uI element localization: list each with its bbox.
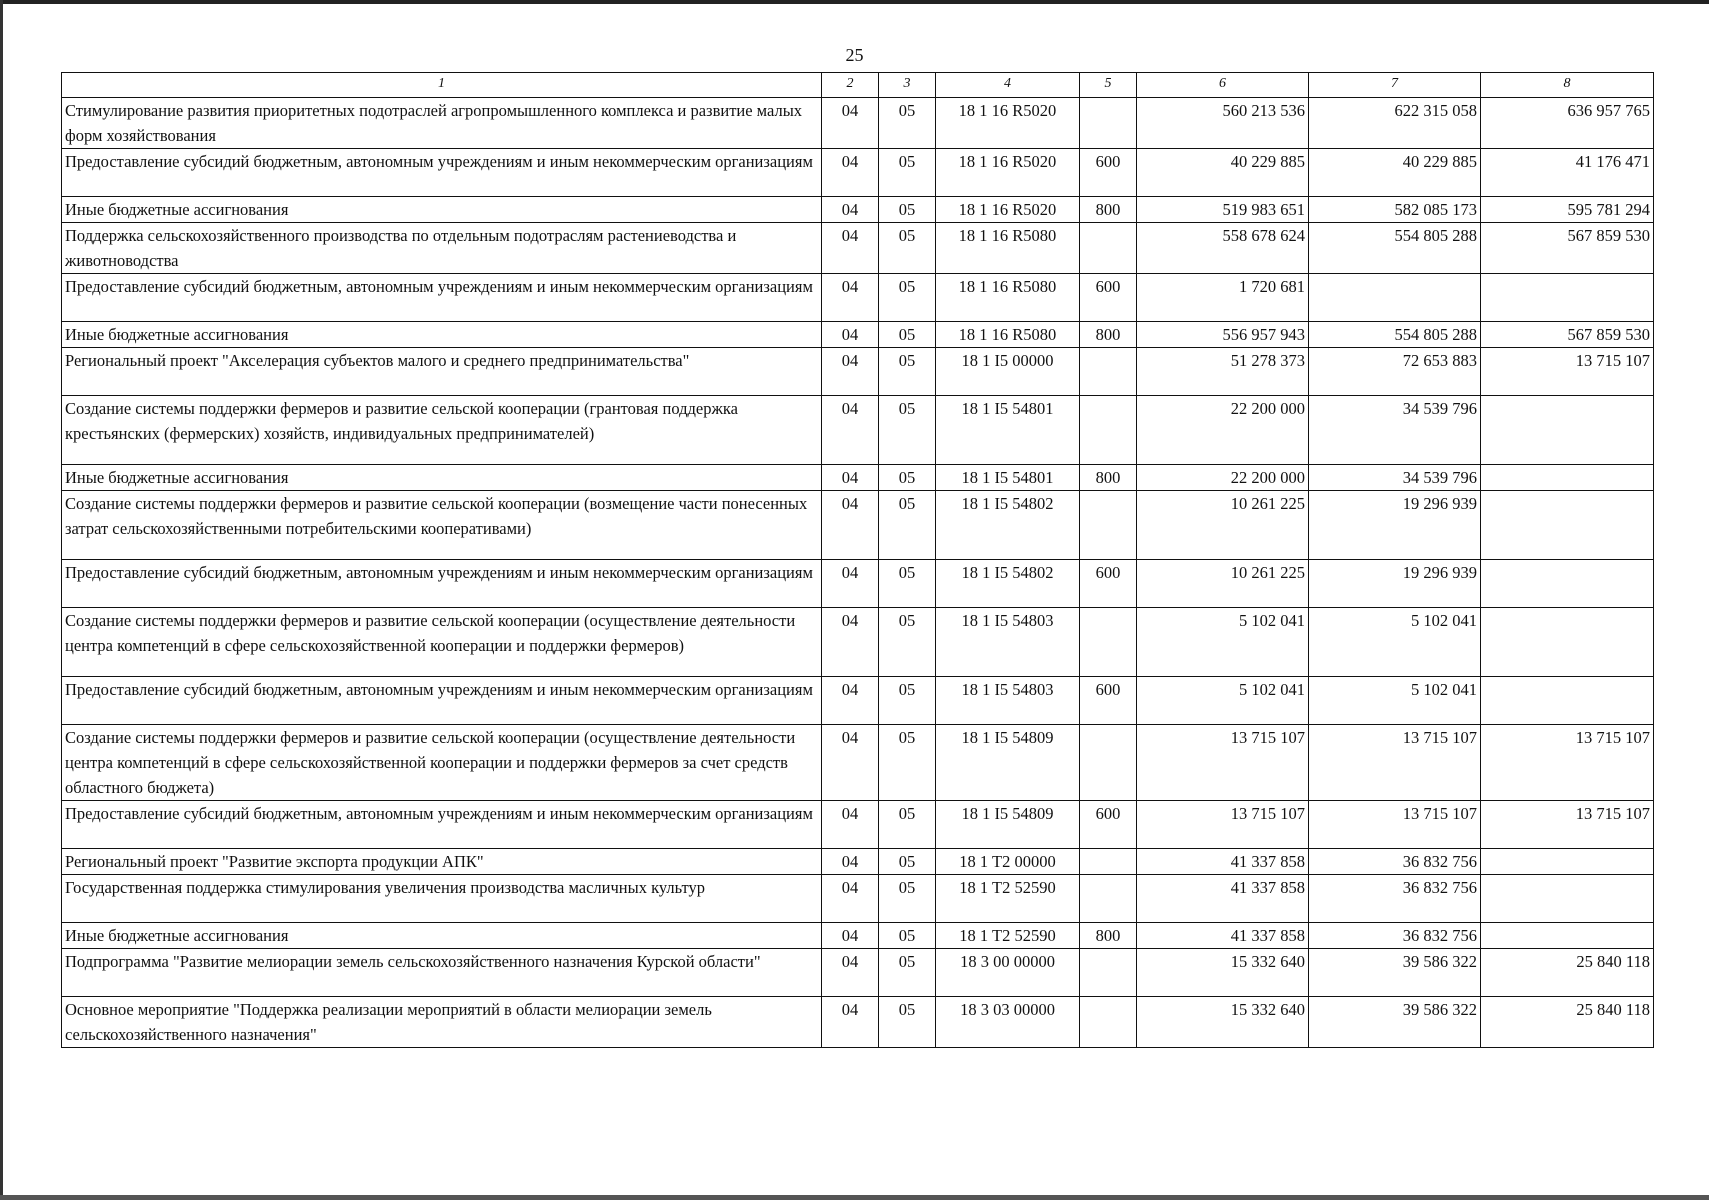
section-code: 04 [822, 677, 879, 725]
header-cell: 7 [1309, 73, 1481, 98]
scan-bottom-edge [0, 1195, 1709, 1200]
target-article-code: 18 1 I5 54801 [936, 465, 1080, 491]
subsection-code: 05 [879, 608, 936, 677]
amount-col-6: 5 102 041 [1137, 677, 1309, 725]
amount-col-8 [1481, 491, 1654, 560]
table-row [62, 98, 1654, 149]
row-description: Предоставление субсидий бюджетным, автономным учреждениям и иным некоммерческим организациям [62, 149, 822, 197]
subsection-code: 05 [879, 465, 936, 491]
section-code: 04 [822, 923, 879, 949]
row-description: Предоставление субсидий бюджетным, автономным учреждениям и иным некоммерческим организациям [62, 677, 822, 725]
header-cell: 3 [879, 73, 936, 98]
section-code: 04 [822, 725, 879, 801]
row-description: Поддержка сельскохозяйственного производства по отдельным подотраслям растениеводства и животноводства [62, 223, 822, 274]
page-number: 25 [845, 45, 864, 65]
target-article-code: 18 3 03 00000 [936, 997, 1080, 1048]
subsection-code: 05 [879, 396, 936, 465]
amount-col-6: 560 213 536 [1137, 98, 1309, 149]
scan-top-edge [0, 0, 1709, 4]
target-article-code: 18 1 I5 54803 [936, 677, 1080, 725]
target-article-code: 18 1 I5 54809 [936, 801, 1080, 849]
target-article-code: 18 1 I5 54801 [936, 396, 1080, 465]
section-code: 04 [822, 801, 879, 849]
amount-col-8: 25 840 118 [1481, 949, 1654, 997]
amount-col-6: 558 678 624 [1137, 223, 1309, 274]
amount-col-6: 10 261 225 [1137, 491, 1309, 560]
amount-col-7: 13 715 107 [1309, 725, 1481, 801]
target-article-code: 18 1 I5 00000 [936, 348, 1080, 396]
section-code: 04 [822, 274, 879, 322]
row-description: Иные бюджетные ассигнования [62, 923, 822, 949]
row-description: Иные бюджетные ассигнования [62, 322, 822, 348]
row-description: Создание системы поддержки фермеров и развитие сельской кооперации (осуществление деятельности центра компетенций в сфере сельскохозяйственной кооперации и поддержки фермеров) [62, 608, 822, 677]
target-article-code: 18 1 I5 54802 [936, 491, 1080, 560]
target-article-code: 18 1 16 R5020 [936, 149, 1080, 197]
amount-col-6: 13 715 107 [1137, 801, 1309, 849]
expense-type-code: 600 [1080, 560, 1137, 608]
table-row [62, 923, 1654, 949]
expense-type-code: 800 [1080, 322, 1137, 348]
row-description: Предоставление субсидий бюджетным, автономным учреждениям и иным некоммерческим организациям [62, 801, 822, 849]
target-article-code: 18 1 I5 54803 [936, 608, 1080, 677]
expense-type-code [1080, 949, 1137, 997]
header-cell: 8 [1481, 73, 1654, 98]
target-article-code: 18 1 I5 54802 [936, 560, 1080, 608]
section-code: 04 [822, 949, 879, 997]
row-description: Стимулирование развития приоритетных подотраслей агропромышленного комплекса и развитие малых форм хозяйствования [62, 98, 822, 149]
expense-type-code: 600 [1080, 149, 1137, 197]
target-article-code: 18 1 16 R5080 [936, 274, 1080, 322]
expense-type-code [1080, 98, 1137, 149]
amount-col-8: 25 840 118 [1481, 997, 1654, 1048]
section-code: 04 [822, 197, 879, 223]
expense-type-code [1080, 491, 1137, 560]
target-article-code: 18 1 I5 54809 [936, 725, 1080, 801]
expense-type-code: 800 [1080, 197, 1137, 223]
amount-col-6: 1 720 681 [1137, 274, 1309, 322]
expense-type-code [1080, 223, 1137, 274]
section-code: 04 [822, 608, 879, 677]
row-description: Иные бюджетные ассигнования [62, 197, 822, 223]
section-code: 04 [822, 348, 879, 396]
row-description: Основное мероприятие "Поддержка реализации мероприятий в области мелиорации земель сельскохозяйственного назначения" [62, 997, 822, 1048]
amount-col-7: 19 296 939 [1309, 491, 1481, 560]
expense-type-code: 600 [1080, 677, 1137, 725]
header-cell: 1 [62, 73, 822, 98]
row-description: Создание системы поддержки фермеров и развитие сельской кооперации (возмещение части понесенных затрат сельскохозяйственными потребительскими кооперативами) [62, 491, 822, 560]
row-description: Региональный проект "Развитие экспорта продукции АПК" [62, 849, 822, 875]
subsection-code: 05 [879, 677, 936, 725]
target-article-code: 18 1 16 R5080 [936, 223, 1080, 274]
expense-type-code [1080, 875, 1137, 923]
row-description: Иные бюджетные ассигнования [62, 465, 822, 491]
table-row [62, 197, 1654, 223]
amount-col-8: 13 715 107 [1481, 725, 1654, 801]
scan-left-edge [0, 0, 3, 1200]
amount-col-8: 636 957 765 [1481, 98, 1654, 149]
amount-col-6: 10 261 225 [1137, 560, 1309, 608]
table-row [62, 274, 1654, 322]
amount-col-6: 556 957 943 [1137, 322, 1309, 348]
target-article-code: 18 1 16 R5080 [936, 322, 1080, 348]
subsection-code: 05 [879, 923, 936, 949]
amount-col-6: 51 278 373 [1137, 348, 1309, 396]
subsection-code: 05 [879, 274, 936, 322]
subsection-code: 05 [879, 98, 936, 149]
table-row [62, 801, 1654, 849]
subsection-code: 05 [879, 322, 936, 348]
table-row [62, 677, 1654, 725]
header-cell: 4 [936, 73, 1080, 98]
subsection-code: 05 [879, 491, 936, 560]
amount-col-8: 595 781 294 [1481, 197, 1654, 223]
amount-col-6: 15 332 640 [1137, 997, 1309, 1048]
amount-col-7: 40 229 885 [1309, 149, 1481, 197]
expense-type-code: 800 [1080, 465, 1137, 491]
amount-col-8: 13 715 107 [1481, 801, 1654, 849]
amount-col-7: 19 296 939 [1309, 560, 1481, 608]
section-code: 04 [822, 322, 879, 348]
expense-type-code [1080, 997, 1137, 1048]
row-description: Подпрограмма "Развитие мелиорации земель сельскохозяйственного назначения Курской области" [62, 949, 822, 997]
header-cell: 2 [822, 73, 879, 98]
amount-col-8: 567 859 530 [1481, 223, 1654, 274]
section-code: 04 [822, 223, 879, 274]
row-description: Предоставление субсидий бюджетным, автономным учреждениям и иным некоммерческим организациям [62, 560, 822, 608]
amount-col-8: 13 715 107 [1481, 348, 1654, 396]
target-article-code: 18 1 16 R5020 [936, 197, 1080, 223]
amount-col-6: 41 337 858 [1137, 849, 1309, 875]
amount-col-6: 15 332 640 [1137, 949, 1309, 997]
table-row [62, 608, 1654, 677]
target-article-code: 18 1 16 R5020 [936, 98, 1080, 149]
expense-type-code [1080, 725, 1137, 801]
amount-col-8: 567 859 530 [1481, 322, 1654, 348]
budget-table [61, 72, 1654, 1048]
subsection-code: 05 [879, 875, 936, 923]
amount-col-7: 13 715 107 [1309, 801, 1481, 849]
table-row [62, 322, 1654, 348]
amount-col-8 [1481, 875, 1654, 923]
row-description: Создание системы поддержки фермеров и развитие сельской кооперации (осуществление деятельности центра компетенций в сфере сельскохозяйственной кооперации и поддержки фермеров за счет средств областного бюджета) [62, 725, 822, 801]
header-cell: 6 [1137, 73, 1309, 98]
subsection-code: 05 [879, 149, 936, 197]
section-code: 04 [822, 465, 879, 491]
amount-col-7: 34 539 796 [1309, 396, 1481, 465]
subsection-code: 05 [879, 223, 936, 274]
amount-col-7: 554 805 288 [1309, 322, 1481, 348]
amount-col-6: 519 983 651 [1137, 197, 1309, 223]
expense-type-code [1080, 348, 1137, 396]
section-code: 04 [822, 149, 879, 197]
amount-col-8 [1481, 396, 1654, 465]
amount-col-7: 582 085 173 [1309, 197, 1481, 223]
expense-type-code [1080, 608, 1137, 677]
amount-col-7: 36 832 756 [1309, 875, 1481, 923]
amount-col-8 [1481, 274, 1654, 322]
amount-col-8 [1481, 560, 1654, 608]
table-row [62, 465, 1654, 491]
row-description: Региональный проект "Акселерация субъектов малого и среднего предпринимательства" [62, 348, 822, 396]
table-row [62, 149, 1654, 197]
subsection-code: 05 [879, 725, 936, 801]
subsection-code: 05 [879, 560, 936, 608]
target-article-code: 18 1 T2 00000 [936, 849, 1080, 875]
expense-type-code: 800 [1080, 923, 1137, 949]
amount-col-6: 13 715 107 [1137, 725, 1309, 801]
amount-col-7: 39 586 322 [1309, 949, 1481, 997]
subsection-code: 05 [879, 997, 936, 1048]
amount-col-7: 39 586 322 [1309, 997, 1481, 1048]
amount-col-6: 22 200 000 [1137, 465, 1309, 491]
section-code: 04 [822, 560, 879, 608]
amount-col-7: 622 315 058 [1309, 98, 1481, 149]
amount-col-7: 72 653 883 [1309, 348, 1481, 396]
subsection-code: 05 [879, 801, 936, 849]
amount-col-7: 36 832 756 [1309, 849, 1481, 875]
table-row [62, 348, 1654, 396]
amount-col-8 [1481, 849, 1654, 875]
expense-type-code: 600 [1080, 801, 1137, 849]
row-description: Предоставление субсидий бюджетным, автономным учреждениям и иным некоммерческим организациям [62, 274, 822, 322]
amount-col-6: 22 200 000 [1137, 396, 1309, 465]
section-code: 04 [822, 98, 879, 149]
table-row [62, 491, 1654, 560]
subsection-code: 05 [879, 348, 936, 396]
expense-type-code [1080, 849, 1137, 875]
table-row [62, 560, 1654, 608]
amount-col-7: 554 805 288 [1309, 223, 1481, 274]
expense-type-code: 600 [1080, 274, 1137, 322]
target-article-code: 18 1 T2 52590 [936, 923, 1080, 949]
section-code: 04 [822, 997, 879, 1048]
amount-col-6: 41 337 858 [1137, 923, 1309, 949]
row-description: Государственная поддержка стимулирования увеличения производства масличных культур [62, 875, 822, 923]
table-row [62, 997, 1654, 1048]
amount-col-6: 40 229 885 [1137, 149, 1309, 197]
row-description: Создание системы поддержки фермеров и развитие сельской кооперации (грантовая поддержка крестьянских (фермерских) хозяйств, индивидуальных предпринимателей) [62, 396, 822, 465]
target-article-code: 18 3 00 00000 [936, 949, 1080, 997]
table-row [62, 725, 1654, 801]
expense-type-code [1080, 396, 1137, 465]
column-number-header [62, 73, 1654, 98]
table-row [62, 949, 1654, 997]
amount-col-6: 41 337 858 [1137, 875, 1309, 923]
subsection-code: 05 [879, 949, 936, 997]
target-article-code: 18 1 T2 52590 [936, 875, 1080, 923]
amount-col-7: 5 102 041 [1309, 677, 1481, 725]
amount-col-8 [1481, 677, 1654, 725]
amount-col-7: 34 539 796 [1309, 465, 1481, 491]
section-code: 04 [822, 875, 879, 923]
header-cell: 5 [1080, 73, 1137, 98]
subsection-code: 05 [879, 197, 936, 223]
section-code: 04 [822, 849, 879, 875]
amount-col-8 [1481, 923, 1654, 949]
amount-col-8 [1481, 465, 1654, 491]
amount-col-8: 41 176 471 [1481, 149, 1654, 197]
amount-col-7 [1309, 274, 1481, 322]
table-row [62, 875, 1654, 923]
amount-col-6: 5 102 041 [1137, 608, 1309, 677]
subsection-code: 05 [879, 849, 936, 875]
section-code: 04 [822, 396, 879, 465]
amount-col-8 [1481, 608, 1654, 677]
table-row [62, 396, 1654, 465]
amount-col-7: 5 102 041 [1309, 608, 1481, 677]
table-row [62, 849, 1654, 875]
amount-col-7: 36 832 756 [1309, 923, 1481, 949]
section-code: 04 [822, 491, 879, 560]
table-row [62, 223, 1654, 274]
